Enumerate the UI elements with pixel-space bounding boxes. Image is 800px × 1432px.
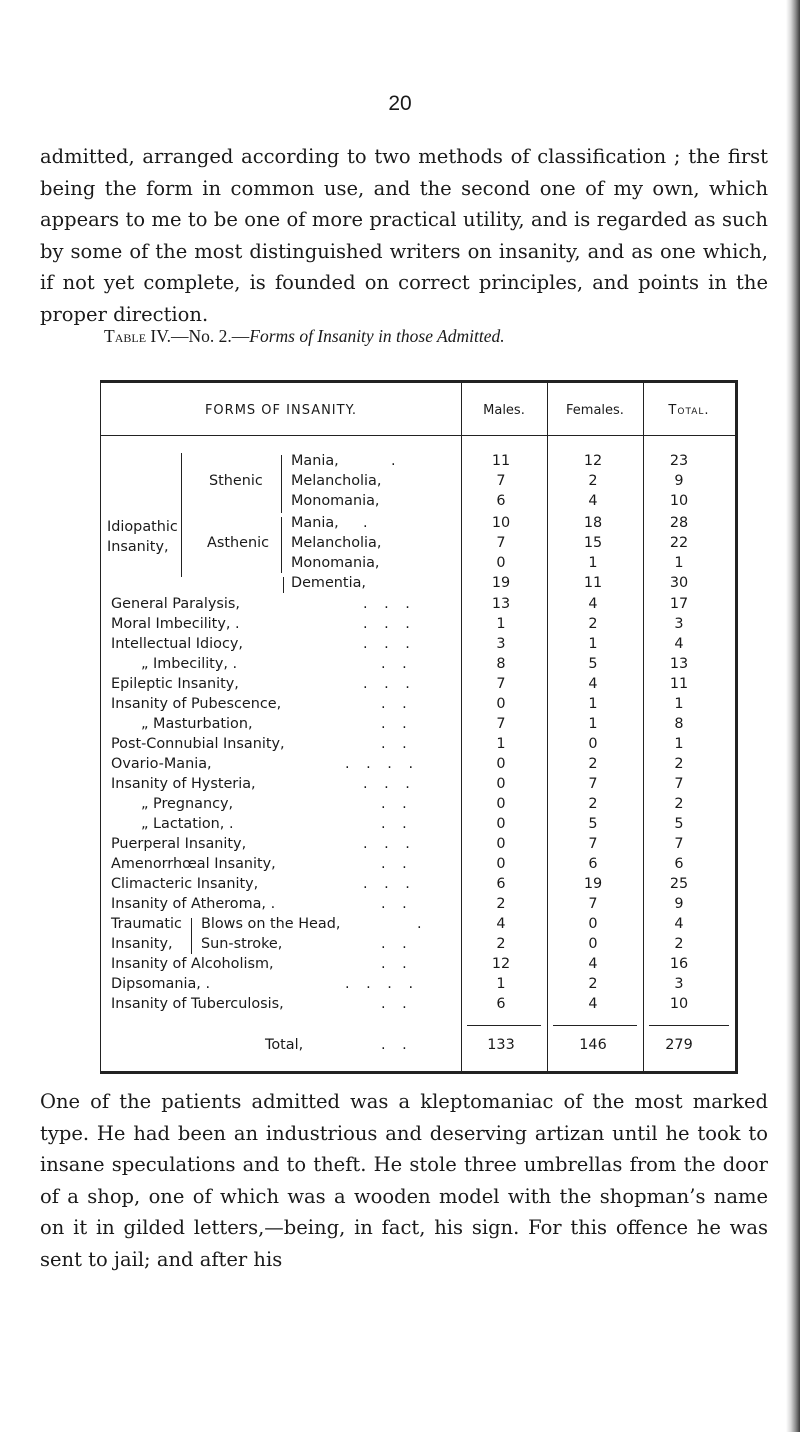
table-row: Mania, . 10 18 28 [291, 515, 689, 531]
table-row: General Paralysis, . . . 13 4 17 [111, 596, 689, 612]
paragraph-top: admitted, arranged according to two methods of classification ; the first being the form in common use, and the second one of my own, which appears to me to be one of more practical utility, and is regarded as such by some of the most distinguished writers on insanity, and as one which, if not yet complete, is founded on correct principles, and points in the proper direction. [40, 145, 768, 326]
table-row: Climacteric Insanity, . . . 6 19 25 [111, 876, 689, 892]
header-forms: FORMS OF INSANITY. [204, 403, 358, 418]
table-row: Ovario-Mania, . . . . 0 2 2 [111, 756, 684, 772]
page-number: 20 [388, 92, 412, 115]
table-row: Melancholia, 7 2 9 [291, 473, 684, 489]
table-row: Insanity of Tuberculosis, . . 6 4 10 [111, 996, 689, 1012]
header-total: Total. [668, 403, 710, 418]
paragraph-bottom: One of the patients admitted was a kleptomaniac of the most marked type. He had been an industrious and deserving artizan until he took to insane speculations and to theft. He stole three umbrellas from the door of a shop, one of which was a wooden model with the shopman’s name on it in gilded letters,—being, in fact, his sign. For this offence he was sent to jail; and after his [40, 1090, 768, 1271]
table-row: „ Masturbation, . . 7 1 8 [141, 716, 684, 732]
total-rule [553, 1025, 637, 1026]
table-row: „ Lactation, . . . 0 5 5 [141, 816, 684, 832]
header-rule [101, 435, 735, 436]
total-rule [467, 1025, 541, 1026]
table-caption [104, 326, 505, 347]
table-row: Post-Connubial Insanity, . . 1 0 1 [111, 736, 684, 752]
table-row: Insanity of Pubescence, . . 0 1 1 [111, 696, 684, 712]
group-idiopathic: Idiopathic Insanity, [107, 519, 178, 555]
total-rule [649, 1025, 729, 1026]
table-row: Blows on the Head, . 4 0 4 [201, 916, 684, 932]
table-row: Insanity of Alcoholism, . . 12 4 16 [111, 956, 689, 972]
table-row: „ Pregnancy, . . 0 2 2 [141, 796, 684, 812]
table-label: Table IV. [104, 326, 171, 346]
page-edge-shadow [786, 0, 800, 1432]
header-females: Females. [566, 403, 624, 418]
table-row: Melancholia, 7 15 22 [291, 535, 689, 551]
table-row: Puerperal Insanity, . . . 0 7 7 [111, 836, 684, 852]
group-traumatic-insanity: Insanity, [111, 936, 173, 952]
total-row: Total, . . 133 146 279 [265, 1037, 693, 1053]
table-row: Epileptic Insanity, . . . 7 4 11 [111, 676, 689, 692]
table-number: —No. 2.— [170, 326, 250, 346]
table-title: Forms of Insanity in those Admitted. [249, 326, 505, 346]
table-row: Dipsomania, . . . . . 1 2 3 [111, 976, 684, 992]
table-row: „ Imbecility, . . . 8 5 13 [141, 656, 689, 672]
table-row: Sun-stroke, . . 2 0 2 [201, 936, 684, 952]
header-males: Males. [483, 403, 525, 418]
table-row: Moral Imbecility, . . . . 1 2 3 [111, 616, 684, 632]
table-row: Amenorrhœal Insanity, . . 0 6 6 [111, 856, 684, 872]
table-row: Monomania, 0 1 1 [291, 555, 684, 571]
table-row: Monomania, 6 4 10 [291, 493, 689, 509]
group-traumatic: Traumatic [111, 916, 182, 932]
table-row: Insanity of Hysteria, . . . 0 7 7 [111, 776, 684, 792]
table-row: Dementia, 19 11 30 [291, 575, 689, 591]
table-row: Intellectual Idiocy, . . . 3 1 4 [111, 636, 684, 652]
group-sthenic: Sthenic [209, 473, 263, 489]
forms-of-insanity-table [100, 380, 738, 1074]
group-asthenic: Asthenic [207, 535, 269, 551]
table-row: Mania, . 11 12 23 [291, 453, 689, 469]
table-row: Insanity of Atheroma, . . . 2 7 9 [111, 896, 684, 912]
